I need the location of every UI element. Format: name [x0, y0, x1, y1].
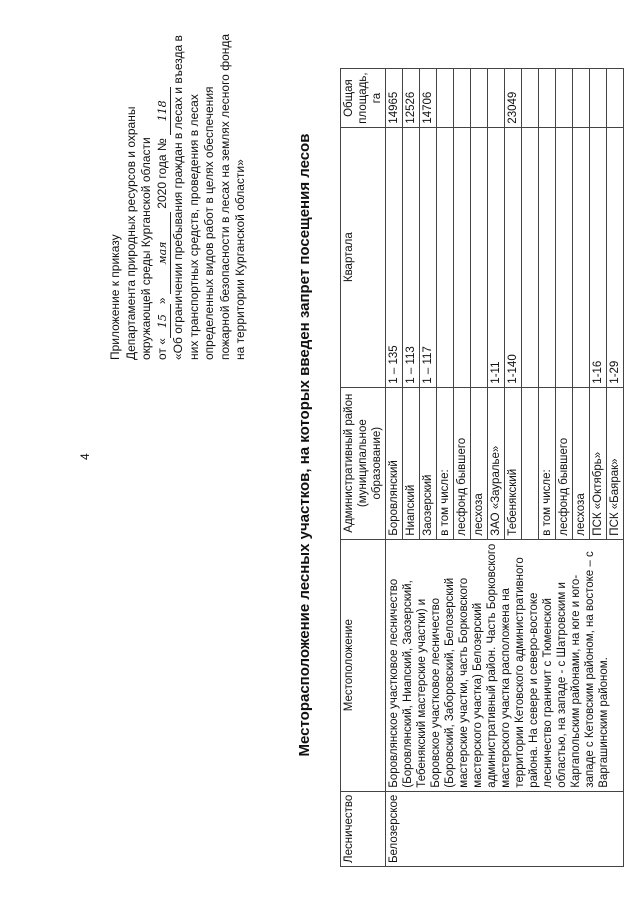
appendix-line-2: Департамента природных ресурсов и охраны — [123, 106, 138, 360]
date-day: 15 — [155, 304, 172, 338]
cell-district: ЗАО «Зауралье» — [488, 387, 505, 539]
appendix-line-1: Приложение к приказу — [108, 234, 122, 360]
cell-quarters: 1-29 — [607, 127, 624, 387]
cell-area: 23049 — [505, 69, 522, 127]
cell-forestry: Белозерское — [386, 791, 624, 866]
cell-quarters — [471, 127, 488, 387]
header-district: Административный район (муниципальное образование) — [341, 387, 386, 539]
cell-quarters: 1-11 — [488, 127, 505, 387]
cell-district: Ниапский — [403, 387, 420, 539]
order-number: 118 — [155, 87, 172, 135]
cell-quarters — [522, 127, 539, 387]
cell-area — [573, 69, 590, 127]
cell-district: лесфонд бывшего — [556, 387, 573, 539]
cell-quarters — [539, 127, 556, 387]
appendix-line-3: окружающей среды Курганской области — [139, 137, 153, 360]
header-quarters: Квартала — [341, 127, 386, 387]
cell-area — [454, 69, 471, 127]
cell-quarters: 1-16 — [590, 127, 607, 387]
document-heading: Месторасположение лесных участков, на которых введен запрет посещения лесов — [296, 133, 313, 757]
header-forestry: Лесничество — [341, 791, 386, 866]
cell-quarters — [437, 127, 454, 387]
table-row — [386, 69, 403, 867]
cell-district: лесхоза — [471, 387, 488, 539]
cell-quarters: 1 – 113 — [403, 127, 420, 387]
cell-area — [471, 69, 488, 127]
cell-district: Заозерский — [420, 387, 437, 539]
cell-area — [539, 69, 556, 127]
cell-district: Боровлянский — [386, 387, 403, 539]
forest-plots-table — [340, 68, 624, 867]
date-mid: » — [154, 297, 169, 305]
cell-area — [607, 69, 624, 127]
appendix-block — [108, 30, 249, 360]
page-number: 4 — [78, 453, 92, 460]
order-title: «Об ограничении пребывания граждан в лесах и въезда в них транспортных средств, проведения в лесах определенных видов работ в целях обеспечения пожарной безопасности в лесах на землях лесного фонда на территории Курганской области» — [171, 33, 247, 360]
cell-district: лесхоза — [573, 387, 590, 539]
cell-quarters: 1-140 — [505, 127, 522, 387]
table-header-row — [341, 69, 386, 867]
header-location: Местоположение — [341, 539, 386, 791]
cell-district: в том числе: — [437, 387, 454, 539]
header-area: Общая площадь, га — [341, 69, 386, 127]
cell-location: Боровлянское участковое лесничество (Боровлянский, Ниапский, Заозерский, Тебенякский мастерские участки) и Боровское участковое лесничество (Боровский, Заборовский, Белозерский мастерские участки, часть Борковского мастерского участка) Белозерский административный район. Часть Борковского мастерского участка расположена на территории Кетовского административного района. На севере и северо-востоке лесничество граничит с Тюменской областью, на западе - с Шатровским и Каргапольским районами, на юге и юго-западе с Кетовским районом, на востоке – с Варгашинским районом. — [386, 539, 624, 791]
cell-area — [522, 69, 539, 127]
cell-area — [556, 69, 573, 127]
cell-district: в том числе: — [539, 387, 556, 539]
cell-quarters: 1 – 135 — [386, 127, 403, 387]
date-prefix: от « — [154, 338, 169, 360]
cell-area: 14706 — [420, 69, 437, 127]
table-body — [386, 69, 624, 867]
appendix-date-line — [155, 30, 172, 360]
cell-area: 12526 — [403, 69, 420, 127]
date-month: мая — [155, 212, 172, 294]
cell-area — [437, 69, 454, 127]
cell-quarters — [454, 127, 471, 387]
cell-area — [590, 69, 607, 127]
cell-district: лесфонд бывшего — [454, 387, 471, 539]
date-year: 2020 года № — [154, 138, 169, 209]
cell-district: ПСК «Баярак» — [607, 387, 624, 539]
cell-quarters: 1 – 117 — [420, 127, 437, 387]
cell-quarters — [573, 127, 590, 387]
cell-area: 14965 — [386, 69, 403, 127]
cell-area — [488, 69, 505, 127]
cell-quarters — [556, 127, 573, 387]
cell-district: ПСК «Октябрь» — [590, 387, 607, 539]
cell-district: Тебенякский — [505, 387, 522, 539]
cell-district — [522, 387, 539, 539]
